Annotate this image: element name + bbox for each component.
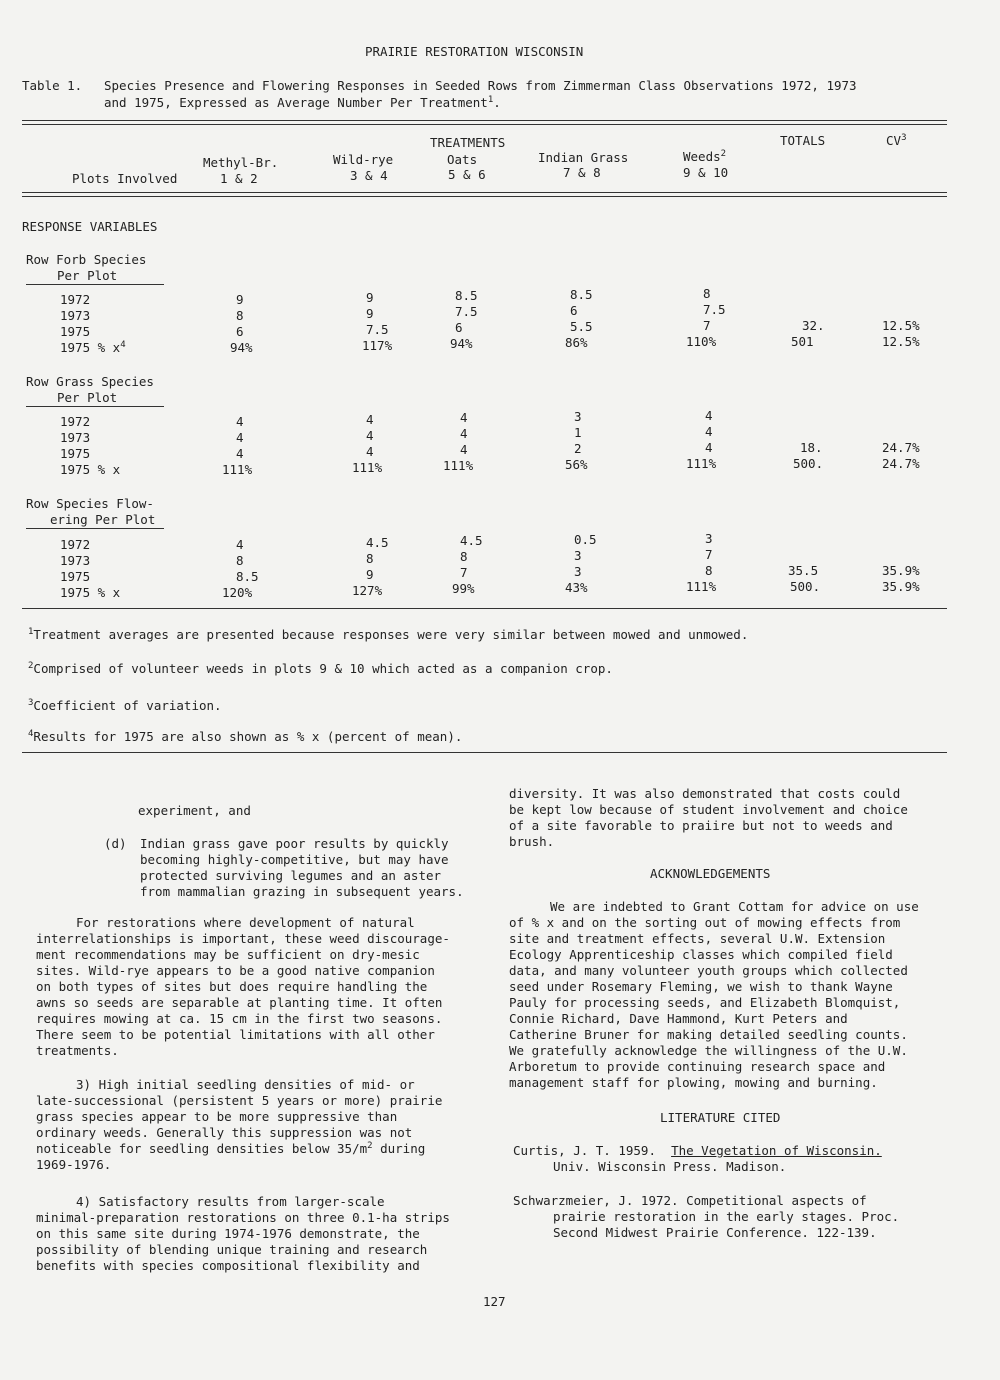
plots-oats: 5 & 6 xyxy=(448,167,486,182)
table-cell: 9 xyxy=(236,292,244,307)
group-forb-title-2: Per Plot xyxy=(26,268,164,285)
table-cell: 4 xyxy=(366,428,374,443)
table-cell: 4 xyxy=(460,442,468,457)
ack-line: management staff for plowing, mowing and burning. xyxy=(509,1075,878,1090)
table-cell: 94% xyxy=(450,336,473,351)
table-cell: 6 xyxy=(570,303,578,318)
table-cell: 7 xyxy=(460,565,468,580)
col-header-weeds: Weeds$^2$ xyxy=(683,148,727,164)
table-cell-total: 501 xyxy=(791,334,814,349)
para1-line: on both types of sites but does require handling the xyxy=(36,979,428,994)
col-header-methyl-br: Methyl-Br. xyxy=(203,155,279,170)
ack-line: of % x and on the sorting out of mowing effects from xyxy=(509,915,901,930)
running-head: PRAIRIE RESTORATION WISCONSIN xyxy=(365,44,584,59)
table-caption-line1: Species Presence and Flowering Responses in Seeded Rows from Zimmerman Class Observations 1972, 1973 xyxy=(104,78,857,93)
table-cell: 7 xyxy=(703,318,711,333)
table-bottom-rule xyxy=(22,608,947,609)
reference-schwarzmeier-line2: prairie restoration in the early stages. Proc. xyxy=(553,1209,900,1224)
table-cell: 4 xyxy=(460,410,468,425)
group-grass-title-2: Per Plot xyxy=(26,390,164,407)
table-cell: 4 xyxy=(236,446,244,461)
ack-line: Catherine Bruner for making detailed seedling counts. xyxy=(509,1027,908,1042)
row-label: 1972 xyxy=(60,537,91,552)
right-intro-line: of a site favorable to praiire but not to weeds and xyxy=(509,818,893,833)
table-cell-cv: 24.7% xyxy=(882,456,920,471)
para3-line: possibility of blending unique training and research xyxy=(36,1242,428,1257)
table-cell: 3 xyxy=(705,531,713,546)
row-label: 1973 xyxy=(60,308,91,323)
right-intro-line: diversity. It was also demonstrated that costs could xyxy=(509,786,901,801)
table-cell: 7.5 xyxy=(703,302,726,317)
table-cell: 4 xyxy=(366,412,374,427)
text-experiment: experiment, and xyxy=(138,803,251,818)
table-cell: 6 xyxy=(236,324,244,339)
table-cell-total: 32. xyxy=(802,318,825,333)
table-cell: 117% xyxy=(362,338,393,353)
row-label: 1975 % $x^4$ xyxy=(60,339,126,355)
row-label: 1975 xyxy=(60,324,91,339)
para2-line: ordinary weeds. Generally this suppression was not xyxy=(36,1125,413,1140)
reference-curtis: Curtis, J. T. 1959. The Vegetation of Wisconsin. xyxy=(513,1143,882,1158)
table-cell: 4.5 xyxy=(366,535,389,550)
footnote-rule xyxy=(22,752,947,753)
acknowledgements-heading: ACKNOWLEDGEMENTS xyxy=(650,866,771,881)
ack-line: We are indebted to Grant Cottam for advice on use xyxy=(550,899,919,914)
plots-involved-label: Plots Involved xyxy=(72,171,178,186)
ack-line: data, and many volunteer youth groups which collected xyxy=(509,963,908,978)
para1-line: interrelationships is important, these weed discourage- xyxy=(36,931,450,946)
table-cell: 3 xyxy=(574,564,582,579)
para2-line: 1969-1976. xyxy=(36,1157,112,1172)
row-label: 1975 % x xyxy=(60,462,121,477)
group-grass-title-1: Row Grass Species xyxy=(26,374,154,389)
table-cell-cv: 35.9% xyxy=(882,579,920,594)
ack-line: We gratefully acknowledge the willingness of the U.W. xyxy=(509,1043,908,1058)
table-cell: 9 xyxy=(366,567,374,582)
table-cell: 9 xyxy=(366,290,374,305)
footnote-3: $^3$Coefficient of variation. xyxy=(28,697,222,713)
plots-indian-grass: 7 & 8 xyxy=(563,165,601,180)
table-cell: 8.5 xyxy=(455,288,478,303)
footnote-4: $^4$Results for 1975 are also shown as % x (percent of mean). xyxy=(28,728,463,744)
ack-line: site and treatment effects, several U.W. Extension xyxy=(509,931,886,946)
para1-line: sites. Wild-rye appears to be a good native companion xyxy=(36,963,435,978)
group-flowering-title-1: Row Species Flow- xyxy=(26,496,154,511)
table-cell: 7 xyxy=(705,547,713,562)
table-cell: 120% xyxy=(222,585,253,600)
item-d-line: protected surviving legumes and an aster xyxy=(140,868,442,883)
footnote-2: $^2$Comprised of volunteer weeds in plots 9 & 10 which acted as a companion crop. xyxy=(28,660,613,676)
response-variables-label: RESPONSE VARIABLES xyxy=(22,219,158,234)
para2-line: noticeable for seedling densities below $35/m^2$ during xyxy=(36,1140,426,1156)
para3-line: 4) Satisfactory results from larger-scale xyxy=(76,1194,385,1209)
para3-line: on this same site during 1974-1976 demonstrate, the xyxy=(36,1226,420,1241)
plots-methyl-br: 1 & 2 xyxy=(220,171,258,186)
cv-header: $CV^3$ xyxy=(886,132,907,148)
table-cell-cv: 24.7% xyxy=(882,440,920,455)
ack-line: Arboretum to provide continuing research space and xyxy=(509,1059,886,1074)
row-label: 1975 xyxy=(60,446,91,461)
totals-header: TOTALS xyxy=(780,133,826,148)
row-label: 1973 xyxy=(60,430,91,445)
item-d-line: becoming highly-competitive, but may have xyxy=(140,852,449,867)
table-caption-label: Table 1. xyxy=(22,78,83,93)
table-cell: 8 xyxy=(703,286,711,301)
reference-curtis-line2: Univ. Wisconsin Press. Madison. xyxy=(553,1159,787,1174)
table-cell: 111% xyxy=(443,458,474,473)
para1-line: requires mowing at ca. 15 cm in the first two seasons. xyxy=(36,1011,443,1026)
group-flowering-title-2: ering Per Plot xyxy=(26,512,164,529)
table-cell: 111% xyxy=(686,579,717,594)
right-intro-line: be kept low because of student involvement and choice xyxy=(509,802,908,817)
reference-schwarzmeier: Schwarzmeier, J. 1972. Competitional aspects of xyxy=(513,1193,867,1208)
table-cell: 1 xyxy=(574,425,582,440)
table-cell: 5.5 xyxy=(570,319,593,334)
header-rule-2 xyxy=(22,196,947,197)
item-d-line: Indian grass gave poor results by quickly xyxy=(140,836,449,851)
treatments-header: TREATMENTS xyxy=(430,135,506,150)
table-cell: 3 xyxy=(574,548,582,563)
table-cell: 0.5 xyxy=(574,532,597,547)
table-cell-total: 500. xyxy=(790,579,821,594)
table-cell: 2 xyxy=(574,441,582,456)
table-cell-total: 18. xyxy=(800,440,823,455)
table-cell: 111% xyxy=(352,460,383,475)
reference-schwarzmeier-line3: Second Midwest Prairie Conference. 122-139. xyxy=(553,1225,877,1240)
col-header-indian-grass: Indian Grass xyxy=(538,150,629,165)
para1-line: There seem to be potential limitations with all other xyxy=(36,1027,435,1042)
table-cell-total: 500. xyxy=(793,456,824,471)
table-cell: 8.5 xyxy=(236,569,259,584)
table-cell: 43% xyxy=(565,580,588,595)
table-cell: 3 xyxy=(574,409,582,424)
table-cell: 4 xyxy=(460,426,468,441)
table-cell: 7.5 xyxy=(366,322,389,337)
table-cell: 4 xyxy=(705,440,713,455)
table-cell: 4 xyxy=(366,444,374,459)
table-cell: 8 xyxy=(236,553,244,568)
para2-line: late-successional (persistent 5 years or more) prairie xyxy=(36,1093,443,1108)
table-cell: 4 xyxy=(236,430,244,445)
table-cell-cv: 12.5% xyxy=(882,334,920,349)
table-cell: 111% xyxy=(686,456,717,471)
table-cell: 6 xyxy=(455,320,463,335)
col-header-oats: Oats xyxy=(447,152,478,167)
table-cell: 111% xyxy=(222,462,253,477)
table-cell: 99% xyxy=(452,581,475,596)
table-cell: 94% xyxy=(230,340,253,355)
para1-line: ment recommendations may be sufficient on dry-mesic xyxy=(36,947,420,962)
para1-line: treatments. xyxy=(36,1043,119,1058)
table-top-rule-2 xyxy=(22,124,947,125)
para1-line: awns so seeds are separable at planting time. It often xyxy=(36,995,443,1010)
row-label: 1973 xyxy=(60,553,91,568)
table-cell: 8.5 xyxy=(570,287,593,302)
para2-line: grass species appear to be more suppressive than xyxy=(36,1109,398,1124)
item-d-line: from mammalian grazing in subsequent years. xyxy=(140,884,464,899)
table-cell: 8 xyxy=(705,563,713,578)
ack-line: Connie Richard, Dave Hammond, Kurt Peters and xyxy=(509,1011,848,1026)
table-cell: 8 xyxy=(236,308,244,323)
row-label: 1975 xyxy=(60,569,91,584)
table-cell: 4 xyxy=(236,414,244,429)
plots-weeds: 9 & 10 xyxy=(683,165,729,180)
row-label: 1972 xyxy=(60,414,91,429)
reference-curtis-title: The Vegetation of Wisconsin. xyxy=(671,1143,882,1158)
table-cell: 8 xyxy=(460,549,468,564)
table-cell-total: 35.5 xyxy=(788,563,819,578)
plots-wild-rye: 3 & 4 xyxy=(350,168,388,183)
table-cell: 7.5 xyxy=(455,304,478,319)
right-intro-line: brush. xyxy=(509,834,555,849)
table-cell: 8 xyxy=(366,551,374,566)
para3-line: benefits with species compositional flexibility and xyxy=(36,1258,420,1273)
ack-line: Pauly for processing seeds, and Elizabeth Blomquist, xyxy=(509,995,901,1010)
table-cell: 56% xyxy=(565,457,588,472)
ack-line: Ecology Apprenticeship classes which compiled field xyxy=(509,947,893,962)
table-cell: 86% xyxy=(565,335,588,350)
table-cell: 9 xyxy=(366,306,374,321)
page-number: 127 xyxy=(483,1294,506,1309)
table-cell: 110% xyxy=(686,334,717,349)
table-cell: 127% xyxy=(352,583,383,598)
row-label: 1975 % x xyxy=(60,585,121,600)
para1-line: For restorations where development of natural xyxy=(76,915,415,930)
table-cell: 4 xyxy=(236,537,244,552)
table-cell-cv: 35.9% xyxy=(882,563,920,578)
ack-line: seed under Rosemary Fleming, we wish to thank Wayne xyxy=(509,979,893,994)
footnote-1: $^1$Treatment averages are presented because responses were very similar between mowed and unmowed. xyxy=(28,626,749,642)
group-forb-title-1: Row Forb Species xyxy=(26,252,147,267)
item-d-label: (d) xyxy=(104,836,127,851)
table-caption-line2: and 1975, Expressed as Average Number Per Treatment$^1$. xyxy=(104,94,501,110)
table-cell: 4.5 xyxy=(460,533,483,548)
row-label: 1972 xyxy=(60,292,91,307)
table-cell-cv: 12.5% xyxy=(882,318,920,333)
table-top-rule xyxy=(22,120,947,121)
literature-cited-heading: LITERATURE CITED xyxy=(660,1110,781,1125)
table-cell: 4 xyxy=(705,424,713,439)
para2-line: 3) High initial seedling densities of mid- or xyxy=(76,1077,415,1092)
header-rule xyxy=(22,192,947,193)
para3-line: minimal-preparation restorations on three 0.1-ha strips xyxy=(36,1210,450,1225)
col-header-wild-rye: Wild-rye xyxy=(333,152,394,167)
table-cell: 4 xyxy=(705,408,713,423)
